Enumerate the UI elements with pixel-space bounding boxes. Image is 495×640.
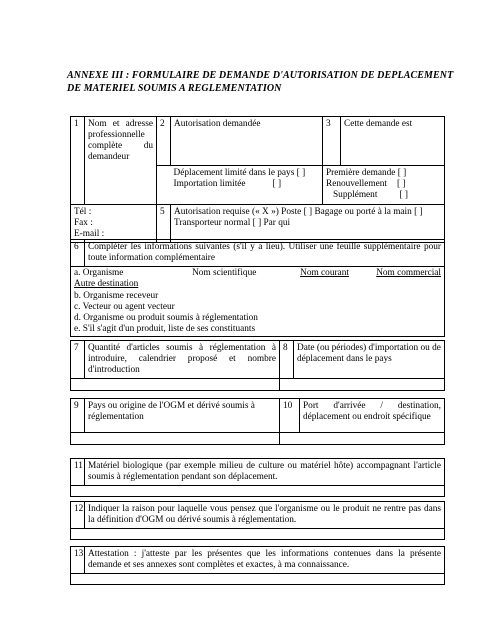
- section-number-2: 2: [157, 117, 171, 166]
- applicant-section: [70, 116, 445, 243]
- common-name-label: Nom courant: [300, 268, 349, 279]
- section-2-spacer: [157, 166, 171, 204]
- organism-info-fields: [71, 267, 445, 337]
- title-line-2: DE MATERIEL SOUMIS A REGLEMENTATION: [67, 82, 282, 94]
- attestation-text: Attestation : j'atteste par les présentes que les informations contenues dans la présente demande et ses annexes sont complètes et exactes, à ma connaissance.: [85, 547, 445, 574]
- commercial-name-label: Nom commercial: [376, 268, 441, 279]
- limited-import-checkbox[interactable]: [ ]: [272, 179, 282, 190]
- attestation-signature-input[interactable]: [71, 574, 445, 585]
- date-label: Date (ou périodes) d'importation ou de déplacement dans le pays: [294, 341, 445, 379]
- organism-info-section: [70, 239, 445, 337]
- quantity-date-section: [70, 340, 445, 391]
- applicant-name-label: Nom et adresse professionnelle complète du demandeur: [85, 117, 157, 166]
- request-type-options: [323, 166, 445, 204]
- vector-field[interactable]: c. Vecteur ou agent vecteur: [74, 301, 175, 312]
- gmo-reason-input[interactable]: [71, 529, 445, 540]
- request-type-label: Cette demande est: [341, 117, 445, 166]
- date-input[interactable]: [280, 379, 445, 391]
- applicant-cell-1: [71, 166, 85, 204]
- origin-country-label: Pays ou origine de l'OGM et dérivé soumis à réglementation: [85, 399, 280, 433]
- title-line-1: ANNEXE III : FORMULAIRE DE DEMANDE D'AUTORISATION DE DEPLACEMENT: [67, 70, 454, 81]
- first-request-option[interactable]: Première demande [ ]: [326, 168, 407, 179]
- section-number-3: 3: [323, 117, 341, 166]
- section-number-12: 12: [71, 502, 85, 529]
- renewal-label: Renouvellement: [326, 179, 387, 190]
- fax-field[interactable]: Fax :: [74, 217, 93, 228]
- annex-title: [67, 70, 457, 95]
- origin-country-input[interactable]: [71, 433, 280, 445]
- contact-fields: [71, 204, 157, 242]
- section-number-7: 7: [71, 341, 85, 379]
- organism-row: [74, 268, 441, 279]
- section-number-1: 1: [71, 117, 85, 166]
- applicant-cell-2: [85, 166, 157, 204]
- limited-import-option[interactable]: [174, 179, 320, 190]
- organism-label: a. Organisme: [74, 268, 124, 279]
- renewal-option[interactable]: [326, 179, 441, 190]
- supplement-option[interactable]: [326, 190, 441, 201]
- biological-material-input[interactable]: [71, 486, 445, 497]
- quantity-label: Quantité d'articles soumis à réglementation à introduire, calendrier proposé et nombre d'introduction: [85, 341, 280, 379]
- quantity-input[interactable]: [71, 379, 280, 391]
- limited-movement-option[interactable]: Déplacement limité dans le pays [ ]: [173, 168, 306, 179]
- regulated-organism-field[interactable]: d. Organisme ou produit soumis à réglementation: [74, 312, 258, 323]
- limited-import-label: Importation limitée: [173, 179, 246, 190]
- scientific-name-label: Nom scientifique: [192, 268, 257, 279]
- section-number-5: 5: [157, 204, 171, 242]
- normal-carrier-line[interactable]: Transporteur normal [ ] Par qui: [174, 217, 291, 228]
- section-number-11: 11: [71, 459, 85, 486]
- biological-material-label: Matériel biologique (par exemple milieu de culture ou matériel hôte) accompagnant l'article soumis à réglementation pendant son déplacement.: [85, 459, 445, 486]
- product-constituents-field[interactable]: e. S'il s'agit d'un produit, liste de ses constituants: [74, 324, 256, 335]
- renewal-checkbox[interactable]: [ ]: [396, 179, 406, 190]
- gmo-reason-section: [70, 501, 445, 540]
- phone-field[interactable]: Tél :: [74, 206, 92, 217]
- origin-port-section: [70, 398, 445, 445]
- arrival-port-input[interactable]: [280, 433, 445, 445]
- email-field[interactable]: E-mail :: [74, 228, 105, 239]
- supplement-label: Supplément: [333, 190, 378, 201]
- supplement-checkbox[interactable]: [ ]: [399, 190, 408, 201]
- gmo-reason-label: Indiquer la raison pour laquelle vous pensez que l'organisme ou le produit ne rentre pas dans la définition d'OGM ou dérivé soumis à réglementation.: [85, 502, 445, 529]
- section-number-8: 8: [280, 341, 294, 379]
- authorization-requested-label: Autorisation demandée: [171, 117, 323, 166]
- receiving-organism-field[interactable]: b. Organisme receveur: [74, 290, 159, 301]
- transport-options: [171, 204, 445, 242]
- section-number-9: 9: [71, 399, 85, 433]
- authorization-required-line[interactable]: Autorisation requise (« X ») Poste [ ] Bagage ou porté à la main [ ]: [174, 206, 423, 217]
- biological-material-section: [70, 458, 445, 497]
- attestation-section: [70, 546, 445, 585]
- section-number-13: 13: [71, 547, 85, 574]
- organism-info-instructions: Compléter les informations suivantes (s'il y a lieu). Utiliser une feuille supplémentaire pour toute information complémentaire: [85, 240, 445, 267]
- authorization-options: [171, 166, 323, 204]
- section-number-6: 6: [71, 240, 85, 267]
- section-number-10: 10: [280, 399, 300, 433]
- arrival-port-label: Port d'arrivée / destination, déplacement ou endroit spécifique: [300, 399, 445, 433]
- other-destination-label: Autre destination: [74, 279, 139, 290]
